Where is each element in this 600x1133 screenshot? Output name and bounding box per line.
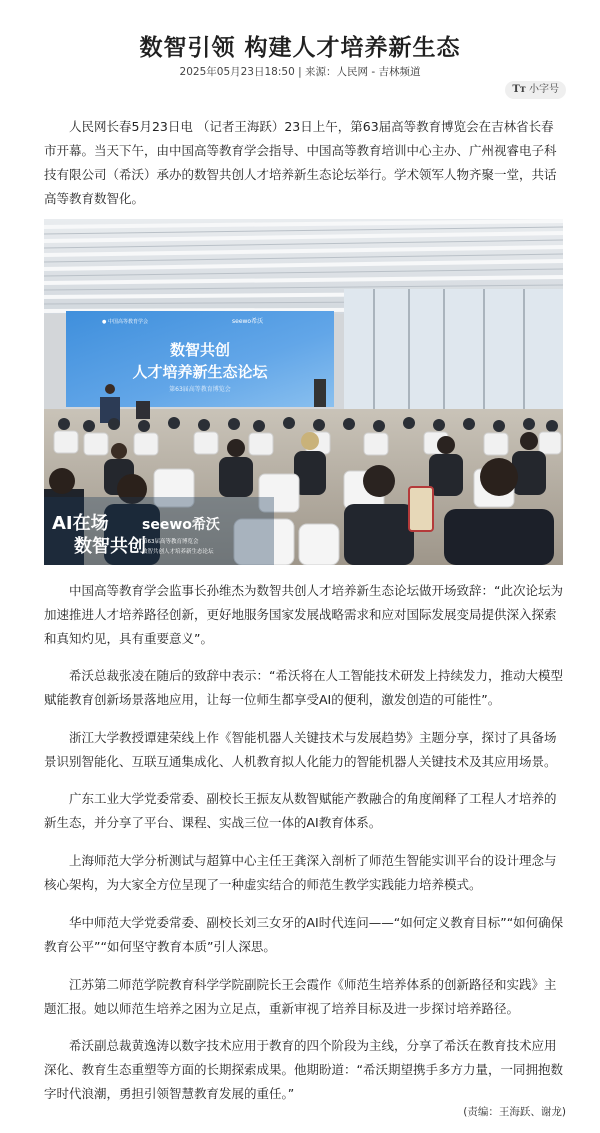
paragraph-lead: 人民网长春5月23日电 （记者王海跃）23日上午，第63届高等教育博览会在吉林省长春市开幕。当天下午，由中国高等教育学会指导、中国高等教育培训中心主办、广州视睿电子科技有限公司（希沃）承办的数智共创人才培养新生态论坛举行。学术领军人物齐聚一堂，共话高等教育数智化。 xyxy=(44,119,557,206)
font-size-toggle-label: 小字号 xyxy=(529,84,559,95)
meta-separator: | xyxy=(298,66,302,78)
paragraph-7: 江苏第二师范学院教育科学学院副院长王会霞作《师范生培养体系的创新路径和实践》主题汇报。她以师范生培养之困为立足点，重新审视了培养目标及进一步探讨培养路径。 xyxy=(44,977,557,1016)
paragraph-6: 华中师范大学党委常委、副校长刘三女牙的AI时代连问——“如何定义教育目标”“如何确保教育公平”“如何坚守教育本质”引人深思。 xyxy=(44,915,564,954)
screen-title-line2: 人才培养新生态论坛 xyxy=(132,363,268,381)
paragraph-8: 希沃副总裁黄逸涛以数字技术应用于教育的四个阶段为主线，分享了希沃在教育技术应用深化、教育生态重塑等方面的长期探索成果。他期盼道：“希沃期望携手多方力量，一同拥抱数字时代浪潮，勇担引领智慧教育发展的重任。” xyxy=(44,1038,563,1101)
article-photo xyxy=(44,219,563,565)
forum-scene-photo xyxy=(44,219,563,565)
source-label: 来源： xyxy=(304,66,337,78)
publish-datetime: 2025年05月23日18:50 xyxy=(179,66,295,78)
font-size-toggle-button[interactable] xyxy=(505,81,566,99)
banner-line1: AI在场 xyxy=(52,513,109,534)
banner-line2: 数智共创 xyxy=(74,536,146,557)
screen-subtitle: 第63届高等教育博览会 xyxy=(169,386,231,393)
banner-small-1: 第63届高等教育博览会 xyxy=(142,539,199,545)
screen-title-line1: 数智共创 xyxy=(169,341,231,359)
screen-logo: seewo希沃 xyxy=(232,318,264,325)
svg-text:● 中国高等教育学会: ● 中国高等教育学会 xyxy=(102,319,148,325)
banner-small-2: 数智共创人才培养新生态论坛 xyxy=(142,549,214,555)
paragraph-2: 希沃总裁张凌在随后的致辞中表示：“希沃将在人工智能技术研发上持续发力，推动大模型赋能教育创新场景落地应用，让每一位师生都享受AI的便利，激发创造的可能性”。 xyxy=(44,668,563,707)
source-link[interactable]: 人民网 - 吉林频道 xyxy=(336,66,421,78)
banner-brand: seewo希沃 xyxy=(142,517,220,533)
article-meta xyxy=(0,64,600,79)
article-title: 数智引领 构建人才培养新生态 xyxy=(139,35,461,62)
paragraph-3: 浙江大学教授谭建荣线上作《智能机器人关键技术与发展趋势》主题分享，探讨了具备场景识别智能化、互联互通集成化、人机教育拟人化能力的智能机器人关键技术及其应用场景。 xyxy=(44,730,557,769)
editor-credit: (责编：王海跃、谢龙) xyxy=(463,1106,566,1118)
font-size-icon: Tт xyxy=(512,84,526,95)
paragraph-5: 上海师范大学分析测试与超算中心主任王龚深入剖析了师范生智能实训平台的设计理念与核心架构，为大家全方位呈现了一种虚实结合的师范生教学实践能力培养模式。 xyxy=(44,853,557,892)
paragraph-4: 广东工业大学党委常委、副校长王振友从数智赋能产教融合的角度阐释了工程人才培养的新生态，并分享了平台、课程、实战三位一体的AI教育体系。 xyxy=(44,791,557,830)
paragraph-1: 中国高等教育学会监事长孙维杰为数智共创人才培养新生态论坛做开场致辞：“此次论坛为加速推进人才培养路径创新，更好地服务国家发展战略需求和应对国际发展变局提供深入探索和真知灼见，具有重要意义”。 xyxy=(44,583,563,646)
